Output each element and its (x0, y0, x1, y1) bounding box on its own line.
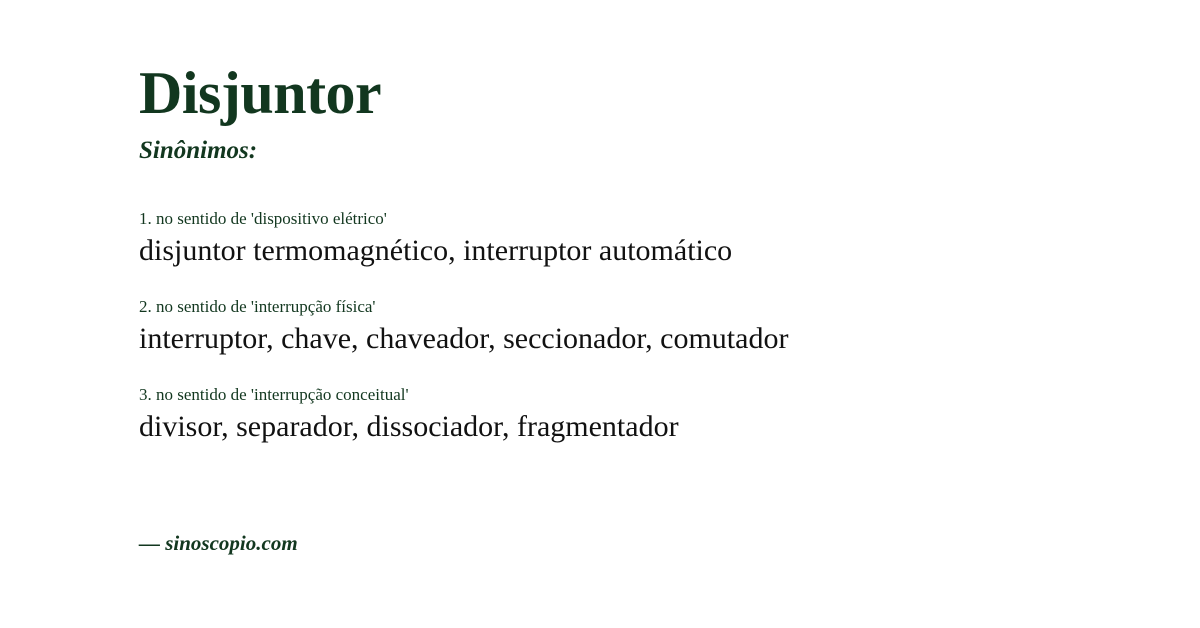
section-label: Sinônimos: (139, 137, 258, 164)
page-title: Disjuntor (139, 60, 382, 126)
sense-entry (139, 385, 1140, 448)
sense-synonyms: divisor, separador, dissociador, fragmentador (139, 410, 679, 444)
sense-synonyms: interruptor, chave, chaveador, seccionador, comutador (139, 322, 789, 356)
source-attribution: — sinoscopio.com (139, 531, 298, 555)
sense-list (139, 165, 1140, 448)
sense-synonyms: disjuntor termomagnético, interruptor automático (139, 234, 733, 268)
sense-entry (139, 209, 1140, 272)
sense-entry (139, 297, 1140, 360)
sense-label: 3. no sentido de 'interrupção conceitual' (139, 384, 409, 404)
sense-label: 2. no sentido de 'interrupção física' (139, 296, 376, 316)
sense-label: 1. no sentido de 'dispositivo elétrico' (139, 209, 387, 228)
